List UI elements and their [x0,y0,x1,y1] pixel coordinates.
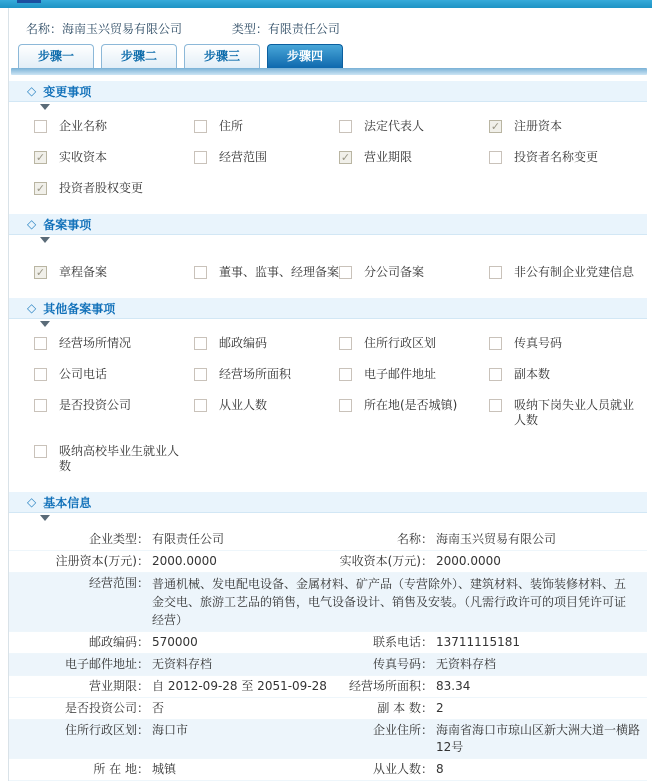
checkbox-item [339,119,489,134]
info-row [9,573,647,632]
info-label: 企业类型： [88,532,149,546]
basic-info-rows [9,529,647,781]
checkbox-icon[interactable] [194,120,207,133]
checkbox-item [339,398,489,428]
info-value: 无资料存档 [152,657,213,671]
checkbox-item [339,150,489,165]
checkbox-label: 企业名称 [59,119,108,133]
checkbox-item [194,336,339,351]
info-row [9,676,647,698]
checkbox-item [34,119,194,134]
info-label: 注册资本(万元)： [55,554,149,568]
checkbox-icon[interactable] [194,399,207,412]
section-2-header [9,214,647,235]
top-notch-icon [17,0,41,3]
info-label: 电子邮件地址： [64,657,149,671]
info-cell [9,678,328,695]
info-value: 8 [436,762,444,776]
info-value: 普通机械、发电配电设备、金属材料、矿产品（专营除外）、建筑材料、装饰装修材料、五金交电、旅游工艺品的销售，电气设备设计、销售及安装。（凡需行政许可的项目凭许可证经营） [152,577,627,627]
checkbox-checked-icon[interactable]: ✓ [490,120,501,133]
basic-info-title: 基本信息 [43,495,92,510]
checkbox-item [194,119,339,134]
company-name-value: 海南玉兴贸易有限公司 [62,22,183,36]
diamond-icon: ◇ [27,84,37,98]
checkbox-icon[interactable] [339,399,352,412]
info-row [9,529,647,551]
section-3-title: 其他备案事项 [43,301,116,316]
checkbox-item [489,367,652,382]
basic-info-pointer-icon [40,515,50,521]
tab-step-3[interactable]: 步骤三 [184,44,260,68]
checkbox-label: 经营场所情况 [59,336,132,350]
info-label: 联系电话： [372,635,433,649]
checkbox-sections [9,81,652,486]
checkbox-icon[interactable] [339,337,352,350]
checkbox-label: 经营场所面积 [219,367,292,381]
diamond-icon: ◇ [27,495,37,509]
checkbox-icon[interactable] [34,445,47,458]
info-label: 住所行政区划： [64,723,149,737]
info-cell [9,575,647,629]
info-label: 名称： [396,532,433,546]
info-value: 海南省海口市琼山区新大洲大道一横路12号 [436,723,641,754]
checkbox-label: 吸纳下岗失业人员就业人数 [514,398,635,427]
info-label: 经营范围： [88,576,149,590]
checkbox-item [34,336,194,351]
form-page [8,8,652,781]
checkbox-label: 注册资本 [514,119,563,133]
checkbox-item [34,181,194,196]
checkbox-item [339,336,489,351]
info-value: 自 2012-09-28 至 2051-09-28 [152,679,327,693]
checkbox-item [194,367,339,382]
section-1-title: 变更事项 [43,84,92,99]
info-cell [9,700,328,717]
section-3-header [9,298,647,319]
checkbox-icon[interactable] [194,368,207,381]
info-cell [9,656,328,673]
checkbox-label: 吸纳高校毕业生就业人数 [59,444,180,473]
section-1 [9,81,652,208]
checkbox-label: 董事、监事、经理备案 [219,265,340,279]
checkbox-item [489,265,652,280]
checkbox-icon[interactable] [194,337,207,350]
checkbox-item [34,150,194,165]
checkbox-label: 营业期限 [364,150,413,164]
info-label: 传真号码： [372,657,433,671]
step-tabs [9,44,652,68]
info-label: 经营场所面积： [348,679,433,693]
checkbox-item [339,367,489,382]
checkbox-label: 投资者股权变更 [59,181,144,195]
info-value: 海口市 [152,723,189,737]
checkbox-label: 传真号码 [514,336,563,350]
info-label: 是否投资公司： [64,701,149,715]
info-value: 83.34 [436,679,471,693]
info-row [9,654,647,676]
info-value: 13711115181 [436,635,520,649]
diamond-icon: ◇ [27,217,37,231]
info-value: 2000.0000 [152,554,217,568]
info-cell [328,722,647,756]
checkbox-icon[interactable] [339,368,352,381]
company-type-field [232,22,340,36]
checkbox-label: 副本数 [514,367,551,381]
section-2-grid [9,243,652,292]
checkbox-icon[interactable] [339,266,352,279]
section-1-grid [9,110,652,208]
info-label: 企业住所： [372,723,433,737]
checkbox-icon[interactable] [194,266,207,279]
info-label: 营业期限： [88,679,149,693]
checkbox-icon[interactable] [194,151,207,164]
basic-info-section [9,492,652,781]
info-value: 无资料存档 [436,657,497,671]
checkbox-checked-icon[interactable]: ✓ [35,151,46,164]
checkbox-icon[interactable] [34,120,47,133]
checkbox-item [34,444,194,474]
info-value: 城镇 [152,762,177,776]
info-row [9,720,647,759]
info-label: 邮政编码： [88,635,149,649]
info-value: 2 [436,701,444,715]
info-value: 海南玉兴贸易有限公司 [436,532,557,546]
checkbox-checked-icon[interactable]: ✓ [340,151,351,164]
checkbox-label: 住所行政区划 [364,336,437,350]
info-label: 所 在 地： [93,762,149,776]
company-type-label: 类型： [231,22,268,36]
info-cell [328,700,647,717]
info-cell [9,761,328,778]
info-value: 2000.0000 [436,554,501,568]
checkbox-item [34,367,194,382]
tabs-underbar [11,68,647,75]
top-accent-bar [0,0,652,8]
section-2 [9,214,652,292]
checkbox-icon[interactable] [34,337,47,350]
info-cell [9,553,328,570]
company-type-value: 有限责任公司 [267,22,340,36]
checkbox-icon[interactable] [489,399,502,412]
checkbox-icon[interactable] [34,368,47,381]
diamond-icon: ◇ [27,301,37,315]
checkbox-label: 实收资本 [59,150,108,164]
tab-step-2[interactable]: 步骤二 [101,44,177,68]
company-header [9,8,652,44]
section-2-title: 备案事项 [43,217,92,232]
checkbox-label: 住所 [219,119,244,133]
info-row [9,759,647,781]
checkbox-item [34,398,194,428]
tab-step-1[interactable]: 步骤一 [18,44,94,68]
company-name-field [26,22,182,36]
checkbox-label: 电子邮件地址 [364,367,437,381]
info-row [9,551,647,573]
info-cell [328,678,647,695]
tab-step-4[interactable]: 步骤四 [267,44,343,68]
checkbox-label: 从业人数 [219,398,268,412]
section-3 [9,298,652,486]
checkbox-checked-icon[interactable]: ✓ [35,182,46,195]
company-name-label: 名称： [26,22,63,36]
checkbox-icon[interactable] [34,399,47,412]
checkbox-item [489,119,652,134]
info-cell [328,553,647,570]
info-cell [328,656,647,673]
checkbox-label: 法定代表人 [364,119,425,133]
info-cell [9,722,328,739]
info-label: 实收资本(万元)： [339,554,433,568]
checkbox-label: 分公司备案 [364,265,425,279]
info-value: 否 [152,701,165,715]
checkbox-label: 是否投资公司 [59,398,132,412]
info-value: 有限责任公司 [152,532,225,546]
info-label: 从业人数： [372,762,433,776]
checkbox-icon[interactable] [489,368,502,381]
checkbox-item [339,265,489,280]
checkbox-item [34,265,194,280]
checkbox-label: 邮政编码 [219,336,268,350]
info-row [9,632,647,654]
info-row [9,698,647,720]
checkbox-item [194,398,339,428]
info-cell [9,634,328,651]
checkbox-icon[interactable] [489,337,502,350]
info-cell [328,531,647,548]
checkbox-label: 公司电话 [59,367,108,381]
checkbox-label: 投资者名称变更 [514,150,599,164]
checkbox-icon[interactable] [489,151,502,164]
checkbox-icon[interactable] [339,120,352,133]
checkbox-label: 章程备案 [59,265,108,279]
info-value: 570000 [152,635,198,649]
info-cell [328,761,647,778]
checkbox-item [489,336,652,351]
checkbox-icon[interactable] [489,266,502,279]
checkbox-label: 非公有制企业党建信息 [514,265,635,279]
checkbox-label: 经营范围 [219,150,268,164]
checkbox-item [489,398,652,428]
section-3-grid [9,327,652,486]
basic-info-header [9,492,647,513]
checkbox-item [489,150,652,165]
info-cell [9,531,328,548]
checkbox-item [194,265,339,280]
checkbox-checked-icon[interactable]: ✓ [35,266,46,279]
checkbox-item [194,150,339,165]
section-1-header [9,81,647,102]
info-label: 副 本 数： [377,701,433,715]
info-cell [328,634,647,651]
checkbox-label: 所在地(是否城镇) [364,398,458,412]
